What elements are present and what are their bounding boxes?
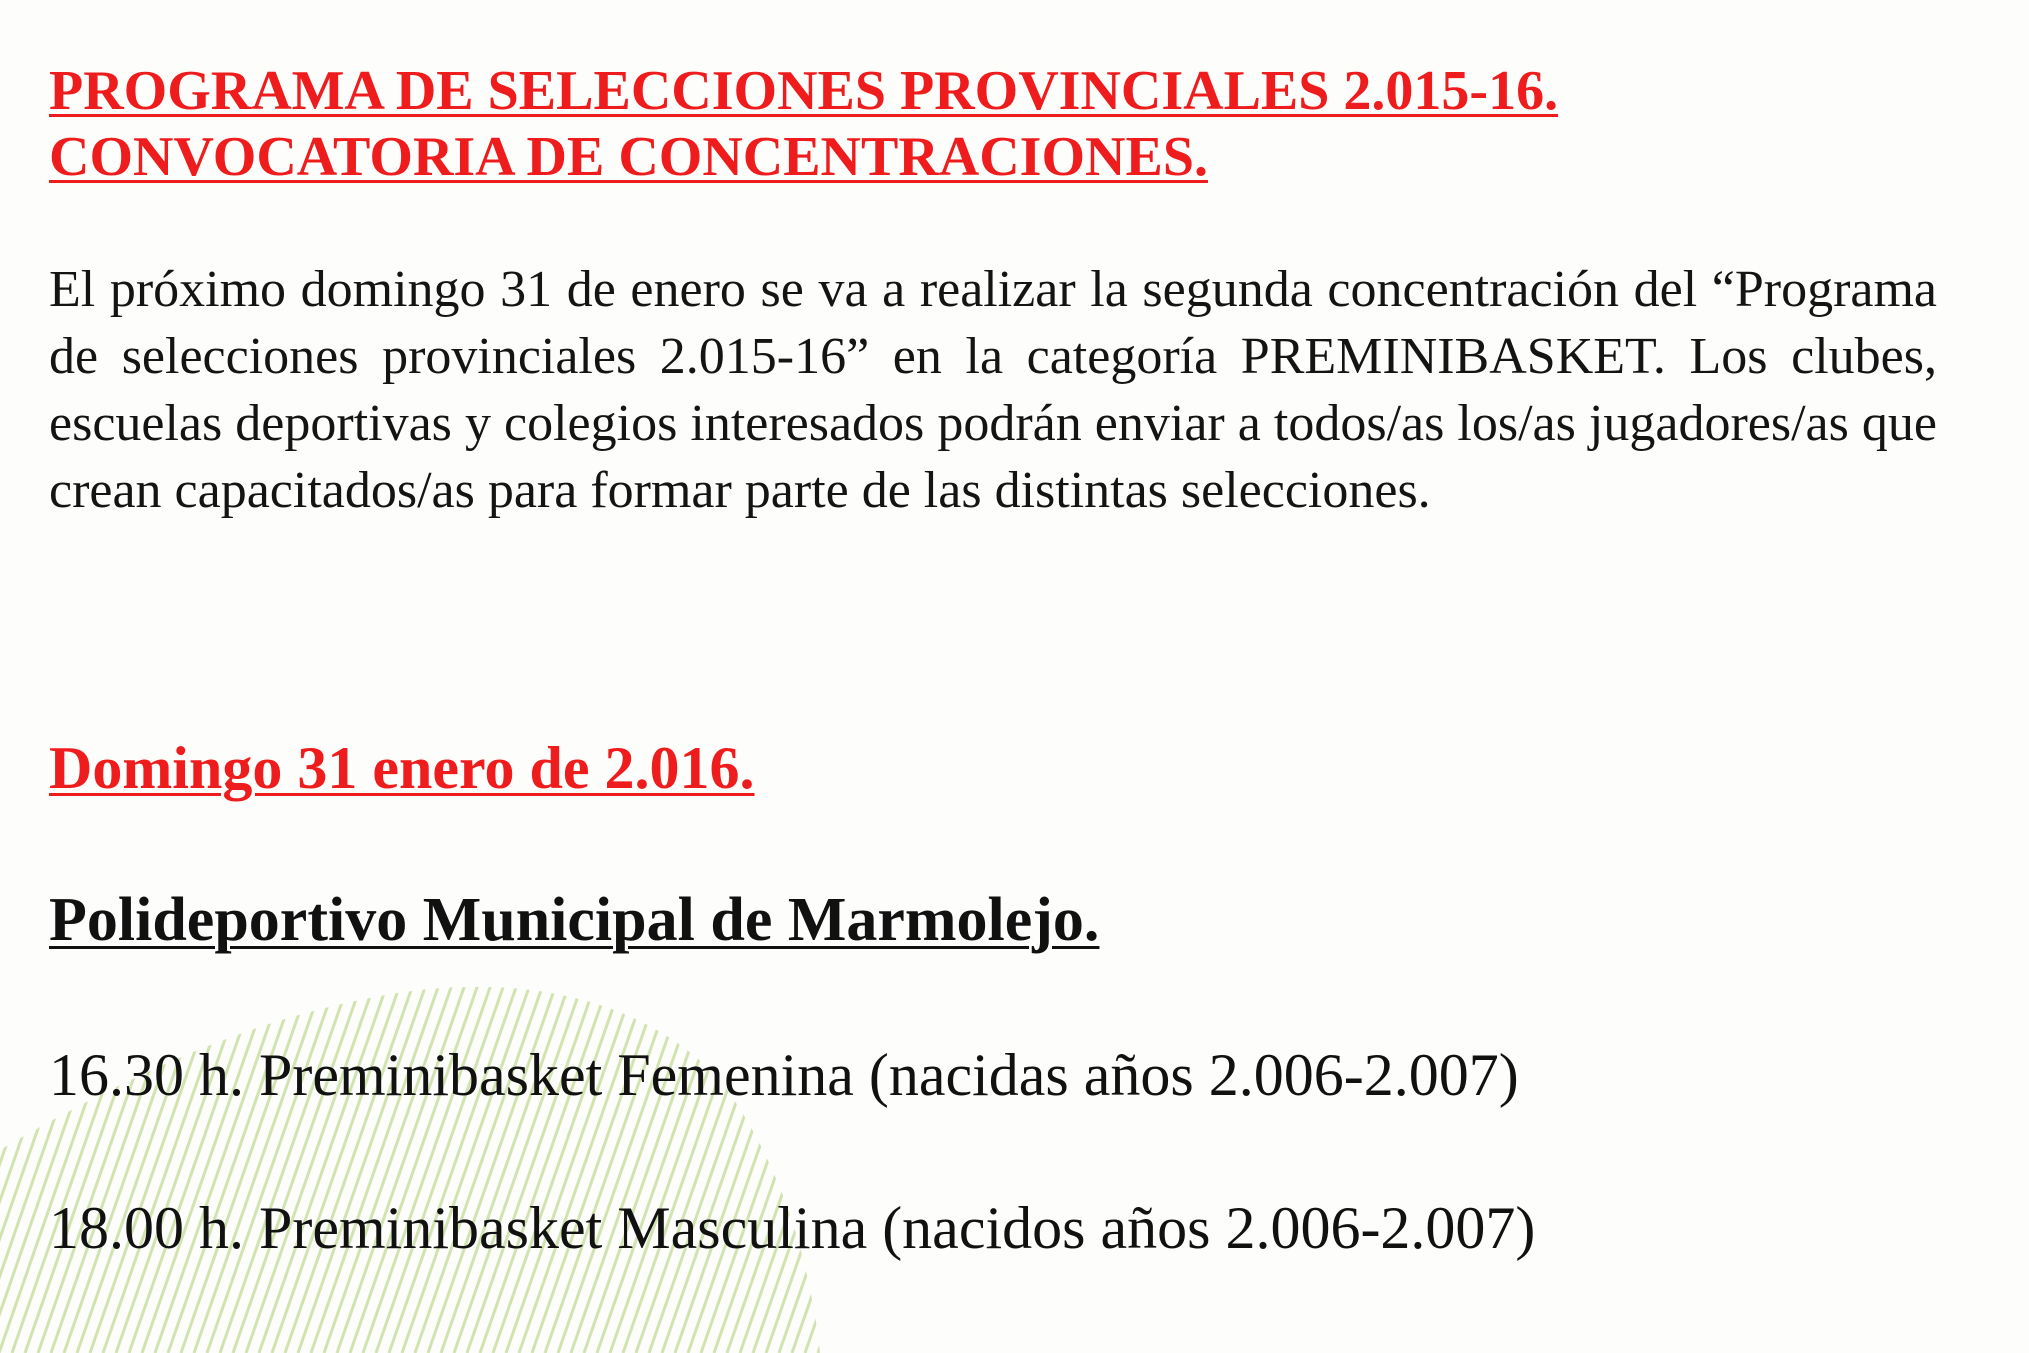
- schedule-item-female: 16.30 h. Preminibasket Femenina (nacidas años 2.006-2.007): [49, 1042, 1519, 1108]
- schedule-item-male: 18.00 h. Preminibasket Masculina (nacidos años 2.006-2.007): [49, 1195, 1536, 1261]
- document-title-line-1: PROGRAMA DE SELECCIONES PROVINCIALES 2.015-16.: [49, 60, 1559, 122]
- date-heading: Domingo 31 enero de 2.016.: [49, 735, 755, 801]
- document-title-line-2: CONVOCATORIA DE CONCENTRACIONES.: [49, 126, 1208, 188]
- venue-heading: Polideportivo Municipal de Marmolejo.: [49, 886, 1100, 954]
- intro-paragraph: El próximo domingo 31 de enero se va a realizar la segunda concentración del “Programa de selecciones provinciales 2.015-16” en la categoría PREMINIBASKET. Los clubes, escuelas deportivas y colegios interesados podrán enviar a todos/as los/as jugadores/as que crean capacitados/as para formar parte de las distintas selecciones.: [49, 261, 1937, 519]
